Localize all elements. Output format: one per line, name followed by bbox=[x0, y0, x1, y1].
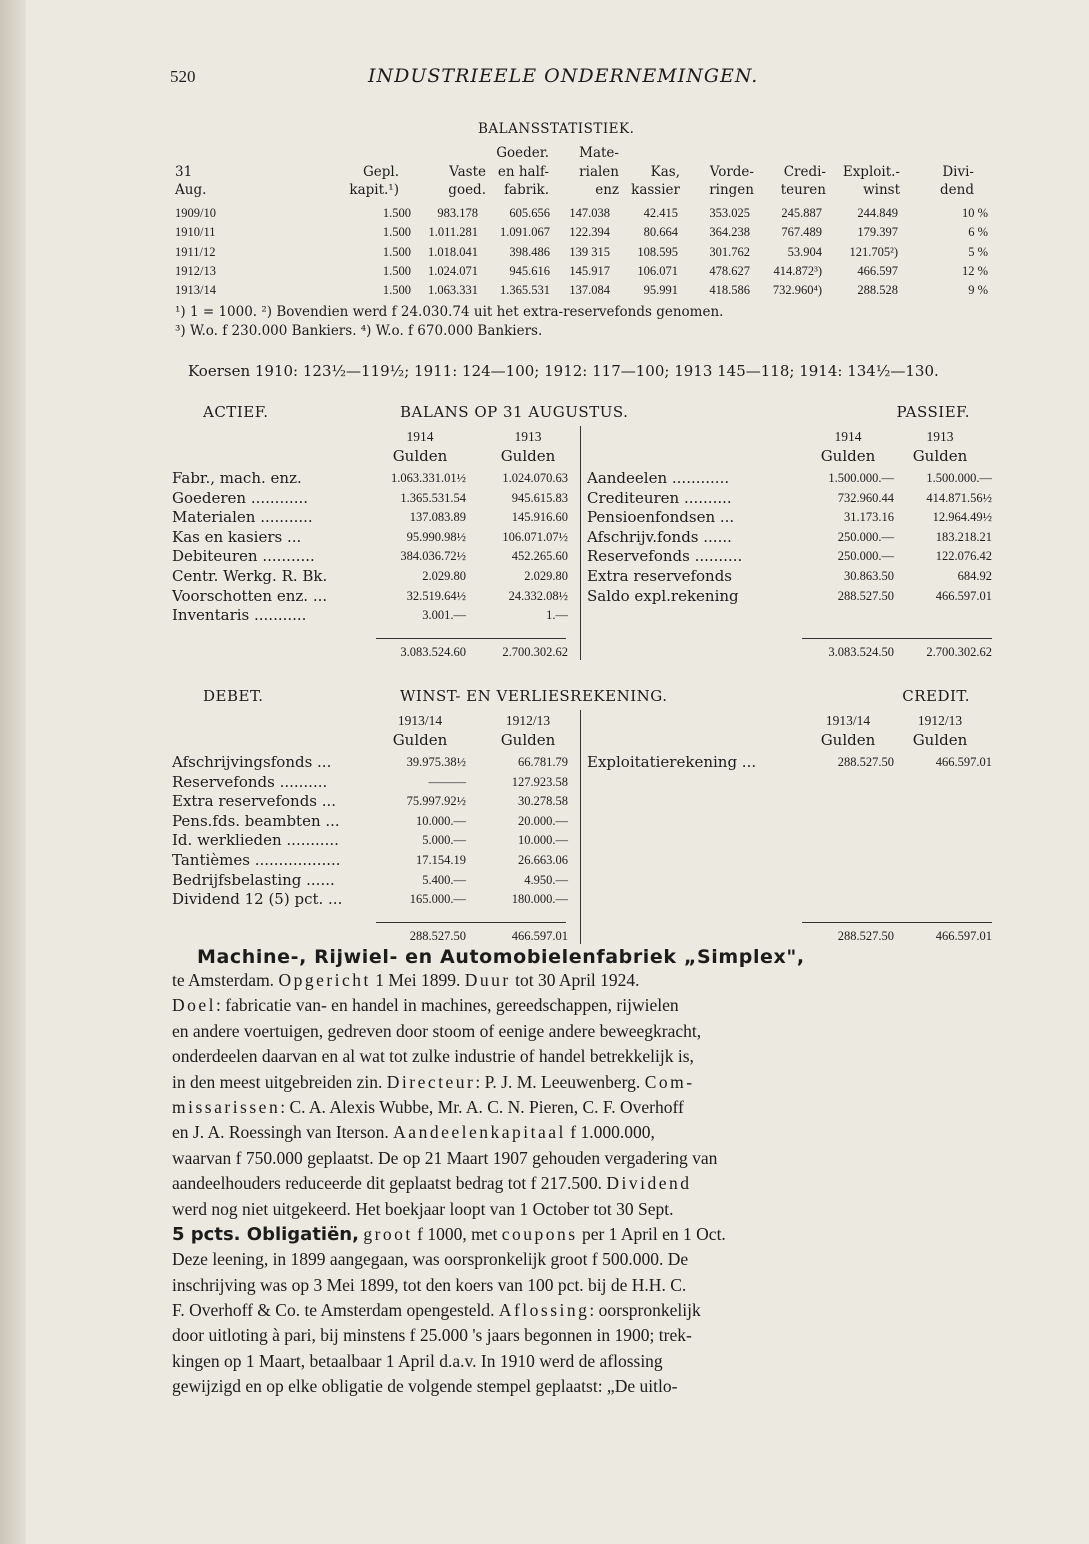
stats-cell: 147.038 bbox=[569, 206, 610, 220]
balans-unit: Gulden bbox=[820, 447, 876, 465]
winst-right-value-b: 466.597.01 bbox=[935, 755, 992, 769]
stats-cell: 10 % bbox=[961, 206, 988, 220]
prose-bold-heading: 5 pcts. Obligatiën, bbox=[172, 1223, 359, 1245]
stats-cell: 53.904 bbox=[787, 244, 822, 259]
prose-text: te Amsterdam. bbox=[172, 970, 279, 990]
balans-year-a: 1914 bbox=[406, 429, 434, 444]
balans-right-value-b: 684.92 bbox=[957, 569, 992, 583]
balans-right-label: Pensioenfondsen ... bbox=[587, 508, 735, 527]
winst-year-b: 1912/13 bbox=[505, 713, 551, 728]
balans-right-label: Extra reservefonds bbox=[587, 567, 733, 585]
balans-left-value-b: 1.024.070.63 bbox=[502, 471, 568, 485]
stats-cell: 12 % bbox=[961, 263, 988, 278]
winst-left-value-b: 180.000.— bbox=[511, 892, 568, 907]
balans-left-value-b: 106.071.07½ bbox=[502, 529, 568, 544]
stats-cell: 137.084 bbox=[569, 283, 610, 298]
stats-cell: 1913/14 bbox=[175, 283, 216, 298]
balans-left-value-b: 452.265.60 bbox=[511, 549, 568, 564]
stats-cell: 1911/12 bbox=[175, 244, 216, 259]
stats-col-header: Gepl. bbox=[362, 163, 399, 180]
prose-spaced-keyword: groot bbox=[363, 1223, 413, 1244]
winst-left-label: Afschrijvingsfonds ... bbox=[172, 753, 332, 771]
winst-year-a: 1913/14 bbox=[397, 713, 443, 728]
balans-left-value-a: 3.001.— bbox=[422, 608, 466, 623]
balans-right-value-b: 1.500.000.— bbox=[926, 471, 992, 485]
stats-col-header: rialen bbox=[579, 163, 619, 180]
stats-col-header: Goeder. bbox=[496, 145, 549, 161]
stats-col-header: kapit.¹) bbox=[349, 182, 399, 198]
balans-right-label: Aandeelen ............ bbox=[587, 469, 730, 487]
prose-spaced-keyword: missarissen bbox=[172, 1096, 281, 1117]
page-binding-edge bbox=[0, 0, 26, 1544]
balans-left-label: Goederen ............ bbox=[172, 488, 309, 507]
company-name: Machine-, Rijwiel- en Automobielenfabriek „Simplex", bbox=[197, 946, 805, 968]
balans-left-head: ACTIEF. bbox=[203, 403, 269, 421]
stats-cell: 1.500 bbox=[382, 283, 411, 298]
winst-left-head: DEBET. bbox=[203, 687, 264, 705]
stats-cell: 6 % bbox=[968, 225, 988, 240]
prose-text: werd nog niet uitgekeerd. Het boekjaar loopt van 1 October tot 30 Sept. bbox=[172, 1198, 674, 1219]
balans-left-value-a: 2.029.80 bbox=[422, 569, 466, 583]
winst-total-rule bbox=[376, 922, 566, 923]
stats-cell: 767.489 bbox=[781, 225, 822, 240]
prose-text: : C. A. Alexis Wubbe, Mr. A. C. N. Pieren, C. F. Overhoff bbox=[280, 1096, 684, 1117]
stats-cell: 945.616 bbox=[509, 263, 550, 278]
prose-text: : fabricatie van- en handel in machines, gereedschappen, rijwielen bbox=[216, 995, 679, 1016]
winst-left-label: Dividend 12 (5) pct. ... bbox=[172, 890, 343, 909]
stats-col-header: teuren bbox=[780, 182, 826, 198]
winst-left-value-b: 30.278.58 bbox=[518, 794, 568, 809]
stats-cell: 466.597 bbox=[857, 263, 898, 278]
prose-spaced-keyword: Doel bbox=[172, 995, 217, 1016]
prose-spaced-keyword: Opgericht bbox=[278, 970, 371, 990]
prose-line bbox=[172, 1374, 1004, 1399]
balans-right-label: Crediteuren .......... bbox=[587, 488, 732, 507]
winst-left-value-a: 165.000.— bbox=[409, 892, 466, 907]
stats-cell: 1.011.281 bbox=[428, 225, 478, 240]
winst-year-a: 1913/14 bbox=[825, 713, 871, 728]
balans-total-rule bbox=[376, 638, 566, 639]
balans-left-value-b: 945.615.83 bbox=[511, 490, 568, 505]
stats-cell: 1.500 bbox=[382, 263, 411, 278]
prose-text: en andere voertuigen, gedreven door stoom of eenige andere beweegkracht, bbox=[172, 1020, 702, 1041]
stats-cell: 1909/10 bbox=[175, 206, 216, 220]
prose-text: : oorspronkelijk bbox=[589, 1300, 701, 1321]
balans-year-b: 1913 bbox=[926, 429, 954, 444]
winst-left-label: Tantièmes .................. bbox=[172, 851, 341, 869]
prose-text: 1 Mei 1899. bbox=[370, 970, 465, 990]
balans-left-label: Materialen ........... bbox=[172, 508, 313, 527]
company-description bbox=[172, 968, 1004, 1400]
stats-col-header: en half- bbox=[497, 163, 549, 180]
winst-right-head: CREDIT. bbox=[902, 687, 970, 705]
stats-cell: 1.500 bbox=[382, 225, 411, 240]
prose-text: kingen op 1 Maart, betaalbaar 1 April d.a.v. In 1910 werd de aflossing bbox=[172, 1350, 663, 1371]
balans-right-value-a: 732.960.44 bbox=[837, 490, 894, 505]
stats-cell: 418.586 bbox=[709, 283, 750, 298]
prose-line bbox=[172, 1222, 1004, 1247]
winst-left-value-b: 20.000.— bbox=[518, 813, 568, 828]
balans-right-label: Saldo expl.rekening bbox=[587, 586, 739, 605]
winst-left-label: Reservefonds .......... bbox=[172, 772, 328, 791]
balans-right-label: Reservefonds .......... bbox=[587, 547, 743, 566]
balans-year-b: 1913 bbox=[514, 429, 542, 444]
prose-line bbox=[172, 1197, 1004, 1222]
winst-left-value-a: ——— bbox=[428, 774, 466, 789]
prose-spaced-keyword: Com- bbox=[644, 1071, 695, 1092]
prose-line bbox=[172, 1273, 1004, 1298]
winst-left-value-a: 5.000.— bbox=[422, 833, 466, 848]
winst-left-label: Bedrijfsbelasting ...... bbox=[172, 870, 335, 889]
balans-left-value-a: 95.990.98½ bbox=[406, 529, 466, 544]
prose-text: gewijzigd en op elke obligatie de volgende stempel geplaatst: „De uitlo- bbox=[172, 1376, 678, 1397]
prose-text: inschrijving was op 3 Mei 1899, tot den koers van 100 pct. bij de H.H. C. bbox=[172, 1274, 687, 1295]
stats-cell: 478.627 bbox=[709, 263, 750, 278]
prose-text: onderdeelen daarvan en al wat tot zulke industrie of handel betrekkelijk is, bbox=[172, 1046, 694, 1067]
prose-text: Deze leening, in 1899 aangegaan, was oorspronkelijk groot f 500.000. De bbox=[172, 1249, 689, 1270]
stats-cell: 42.415 bbox=[643, 206, 678, 220]
stats-col-header: ringen bbox=[709, 182, 754, 198]
winst-left-value-b: 4.950.— bbox=[524, 872, 568, 887]
balans-left-value-a: 1.063.331.01½ bbox=[391, 471, 466, 485]
balans-right-value-b: 183.218.21 bbox=[935, 529, 992, 544]
prose-line bbox=[172, 993, 1004, 1018]
winst-left-value-a: 5.400.— bbox=[422, 872, 466, 887]
prose-line bbox=[172, 1120, 1004, 1145]
balans-total-left-b: 2.700.302.62 bbox=[502, 644, 568, 659]
prose-text: tot 30 April 1924. bbox=[510, 970, 640, 990]
prose-line bbox=[172, 1044, 1004, 1069]
stats-cell: 1.365.531 bbox=[500, 283, 550, 298]
balans-left-value-b: 24.332.08½ bbox=[508, 588, 568, 603]
balans-right-value-b: 466.597.01 bbox=[935, 588, 992, 603]
stats-cell: 414.872³) bbox=[773, 263, 822, 278]
stats-cell: 244.849 bbox=[857, 206, 898, 220]
stats-cell: 1.091.067 bbox=[500, 225, 550, 240]
stats-cell: 9 % bbox=[968, 283, 988, 298]
stats-col-header: 31 bbox=[175, 163, 193, 180]
stats-col-header: Mate- bbox=[579, 145, 619, 161]
winst-left-value-b: 26.663.06 bbox=[518, 853, 568, 867]
stats-col-header: dend bbox=[940, 182, 974, 198]
prose-text: f 1.000.000, bbox=[565, 1122, 655, 1143]
winst-left-value-a: 17.154.19 bbox=[416, 853, 466, 867]
balans-left-value-a: 1.365.531.54 bbox=[400, 490, 466, 505]
prose-text: per 1 April en 1 Oct. bbox=[577, 1223, 726, 1244]
stats-cell: 145.917 bbox=[569, 263, 610, 278]
prose-line bbox=[172, 1070, 1004, 1095]
balans-right-value-b: 12.964.49½ bbox=[932, 510, 992, 525]
prose-text: F. Overhoff & Co. te Amsterdam opengesteld. bbox=[172, 1300, 499, 1321]
prose-line bbox=[172, 1298, 1004, 1323]
balans-title: BALANS OP 31 AUGUSTUS. bbox=[400, 403, 629, 421]
stats-col-header: Credi- bbox=[783, 163, 826, 180]
stats-col-header: kassier bbox=[631, 182, 680, 198]
prose-line bbox=[172, 1171, 1004, 1196]
prose-spaced-keyword: Duur bbox=[464, 970, 511, 990]
stats-cell: 80.664 bbox=[643, 225, 678, 240]
winst-total-right-a: 288.527.50 bbox=[837, 928, 894, 943]
winst-left-value-a: 39.975.38½ bbox=[406, 755, 466, 769]
balans-right-head: PASSIEF. bbox=[896, 403, 970, 421]
balans-left-value-a: 384.036.72½ bbox=[400, 549, 466, 564]
running-title: INDUSTRIEELE ONDERNEMINGEN. bbox=[368, 65, 759, 87]
winst-left-value-b: 66.781.79 bbox=[518, 755, 568, 769]
balans-left-label: Fabr., mach. enz. bbox=[172, 469, 302, 487]
winst-total-left-a: 288.527.50 bbox=[409, 928, 466, 943]
prose-spaced-keyword: Aflossing bbox=[498, 1300, 590, 1321]
balans-left-label: Kas en kasiers ... bbox=[172, 527, 302, 546]
stats-cell: 1.018.041 bbox=[428, 244, 478, 259]
stats-cell: 732.960⁴) bbox=[772, 283, 822, 298]
balans-total-left-a: 3.083.524.60 bbox=[400, 644, 466, 659]
balans-right-value-a: 1.500.000.— bbox=[828, 471, 894, 485]
stats-cell: 108.595 bbox=[637, 244, 678, 259]
prose-spaced-keyword: Directeur bbox=[386, 1071, 476, 1092]
stats-cell: 1912/13 bbox=[175, 263, 216, 278]
winst-left-value-a: 75.997.92½ bbox=[406, 794, 466, 809]
winst-right-value-a: 288.527.50 bbox=[837, 755, 894, 769]
winst-divider bbox=[580, 710, 581, 944]
balans-right-value-a: 31.173.16 bbox=[844, 510, 894, 525]
balans-left-label: Voorschotten enz. ... bbox=[172, 586, 328, 605]
balans-right-value-a: 250.000.— bbox=[837, 549, 894, 564]
prose-spaced-keyword: coupons bbox=[501, 1223, 578, 1244]
balans-unit: Gulden bbox=[912, 447, 968, 465]
stats-cell: 398.486 bbox=[509, 244, 550, 259]
stats-cell: 179.397 bbox=[857, 225, 898, 240]
stats-col-header: winst bbox=[863, 182, 900, 198]
winst-unit: Gulden bbox=[820, 731, 876, 749]
balans-right-value-a: 288.527.50 bbox=[837, 588, 894, 603]
balans-left-label: Debiteuren ........... bbox=[172, 547, 315, 566]
balans-left-label: Centr. Werkg. R. Bk. bbox=[172, 567, 328, 585]
winst-left-label: Extra reservefonds ... bbox=[172, 792, 337, 811]
balans-year-a: 1914 bbox=[834, 429, 862, 444]
balans-divider bbox=[580, 426, 581, 660]
stats-col-header: Aug. bbox=[175, 182, 207, 198]
balans-left-value-b: 1.— bbox=[546, 608, 568, 623]
balans-total-right-a: 3.083.524.50 bbox=[828, 644, 894, 659]
balans-left-value-a: 137.083.89 bbox=[409, 510, 466, 525]
stats-col-header: enz bbox=[595, 182, 619, 198]
stats-cell: 301.762 bbox=[709, 244, 750, 259]
winst-unit: Gulden bbox=[500, 731, 556, 749]
balans-right-value-a: 30.863.50 bbox=[844, 569, 894, 583]
stats-col-header: goed. bbox=[448, 182, 486, 198]
balans-right-label: Afschrijv.fonds ...... bbox=[587, 527, 732, 546]
stats-cell: 95.991 bbox=[643, 283, 678, 298]
winst-year-b: 1912/13 bbox=[917, 713, 963, 728]
balans-right-value-b: 414.871.56½ bbox=[926, 490, 992, 505]
stats-cell: 1.063.331 bbox=[428, 283, 478, 298]
prose-line bbox=[172, 1349, 1004, 1374]
balans-left-label: Inventaris ........... bbox=[172, 606, 307, 625]
winst-left-value-b: 10.000.— bbox=[518, 833, 568, 848]
stats-cell: 288.528 bbox=[857, 283, 898, 298]
winst-left-label: Id. werklieden ........... bbox=[172, 831, 339, 850]
balans-right-value-a: 250.000.— bbox=[837, 529, 894, 544]
stats-cell: 1.500 bbox=[382, 206, 411, 220]
koersen-line: Koersen 1910: 123½—119½; 1911: 124—100; 1912: 117—100; 1913 145—118; 1914: 134½—130. bbox=[188, 362, 939, 380]
prose-spaced-keyword: Dividend bbox=[606, 1173, 692, 1194]
stats-cell: 1.024.071 bbox=[428, 263, 478, 278]
winst-title: WINST- EN VERLIESREKENING. bbox=[400, 687, 668, 705]
stats-footnote-1: ¹) 1 = 1000. ²) Bovendien werd f 24.030.74 uit het extra-reservefonds genomen. bbox=[175, 304, 724, 320]
prose-line bbox=[172, 1323, 1004, 1348]
stats-cell: 1.500 bbox=[382, 244, 411, 259]
prose-text: aandeelhouders reduceerde dit geplaatst bedrag tot f 217.500. bbox=[172, 1173, 607, 1194]
prose-text: en J. A. Roessingh van Iterson. bbox=[172, 1122, 394, 1143]
stats-col-header: Exploit.- bbox=[842, 163, 900, 180]
balans-unit: Gulden bbox=[392, 447, 448, 465]
stats-cell: 121.705²) bbox=[849, 244, 898, 259]
stats-cell: 353.025 bbox=[709, 206, 750, 220]
stats-footnote-2: ³) W.o. f 230.000 Bankiers. ⁴) W.o. f 670.000 Bankiers. bbox=[175, 323, 543, 339]
stats-cell: 1910/11 bbox=[175, 225, 216, 240]
stats-cell: 605.656 bbox=[509, 206, 550, 220]
winst-total-right-b: 466.597.01 bbox=[935, 928, 992, 943]
balans-left-value-a: 32.519.64½ bbox=[406, 588, 466, 603]
prose-text: in den meest uitgebreiden zin. bbox=[172, 1071, 387, 1092]
prose-text: : P. J. M. Leeuwenberg. bbox=[475, 1071, 645, 1092]
stats-cell: 122.394 bbox=[569, 225, 610, 240]
prose-text: door uitloting à pari, bij minstens f 25.000 's jaars begonnen in 1900; trek- bbox=[172, 1325, 692, 1346]
prose-line bbox=[172, 1019, 1004, 1044]
stats-cell: 983.178 bbox=[437, 206, 478, 220]
stats-col-header: fabrik. bbox=[504, 182, 549, 198]
stats-title: BALANSSTATISTIEK. bbox=[478, 121, 635, 137]
stats-col-header: Vaste bbox=[449, 163, 486, 180]
prose-text: f 1000, met bbox=[412, 1223, 502, 1244]
balans-unit: Gulden bbox=[500, 447, 556, 465]
prose-line bbox=[172, 1095, 1004, 1120]
stats-cell: 5 % bbox=[968, 244, 988, 259]
winst-total-rule bbox=[802, 922, 992, 923]
prose-spaced-keyword: Aandeelenkapitaal bbox=[393, 1122, 566, 1143]
balans-total-right-b: 2.700.302.62 bbox=[926, 644, 992, 659]
winst-total-left-b: 466.597.01 bbox=[511, 928, 568, 943]
prose-line bbox=[172, 1146, 1004, 1171]
winst-unit: Gulden bbox=[392, 731, 448, 749]
winst-left-value-b: 127.923.58 bbox=[511, 774, 568, 789]
stats-cell: 364.238 bbox=[709, 225, 750, 240]
winst-unit: Gulden bbox=[912, 731, 968, 749]
prose-line bbox=[172, 968, 1004, 993]
stats-cell: 106.071 bbox=[637, 263, 678, 278]
stats-col-header: Vorde- bbox=[709, 163, 754, 180]
winst-right-label: Exploitatierekening ... bbox=[587, 753, 757, 771]
stats-cell: 245.887 bbox=[781, 206, 822, 220]
winst-left-label: Pens.fds. beambten ... bbox=[172, 811, 340, 830]
prose-text: waarvan f 750.000 geplaatst. De op 21 Maart 1907 gehouden vergadering van bbox=[172, 1147, 718, 1168]
balans-total-rule bbox=[802, 638, 992, 639]
stats-cell: 139 315 bbox=[569, 244, 610, 259]
balans-left-value-b: 145.916.60 bbox=[511, 510, 568, 525]
stats-col-header: Divi- bbox=[942, 163, 974, 180]
stats-col-header: Kas, bbox=[650, 163, 680, 180]
prose-line bbox=[172, 1247, 1004, 1272]
balans-left-value-b: 2.029.80 bbox=[524, 569, 568, 583]
winst-left-value-a: 10.000.— bbox=[416, 813, 466, 828]
balans-right-value-b: 122.076.42 bbox=[935, 549, 992, 564]
page-number: 520 bbox=[170, 67, 196, 86]
